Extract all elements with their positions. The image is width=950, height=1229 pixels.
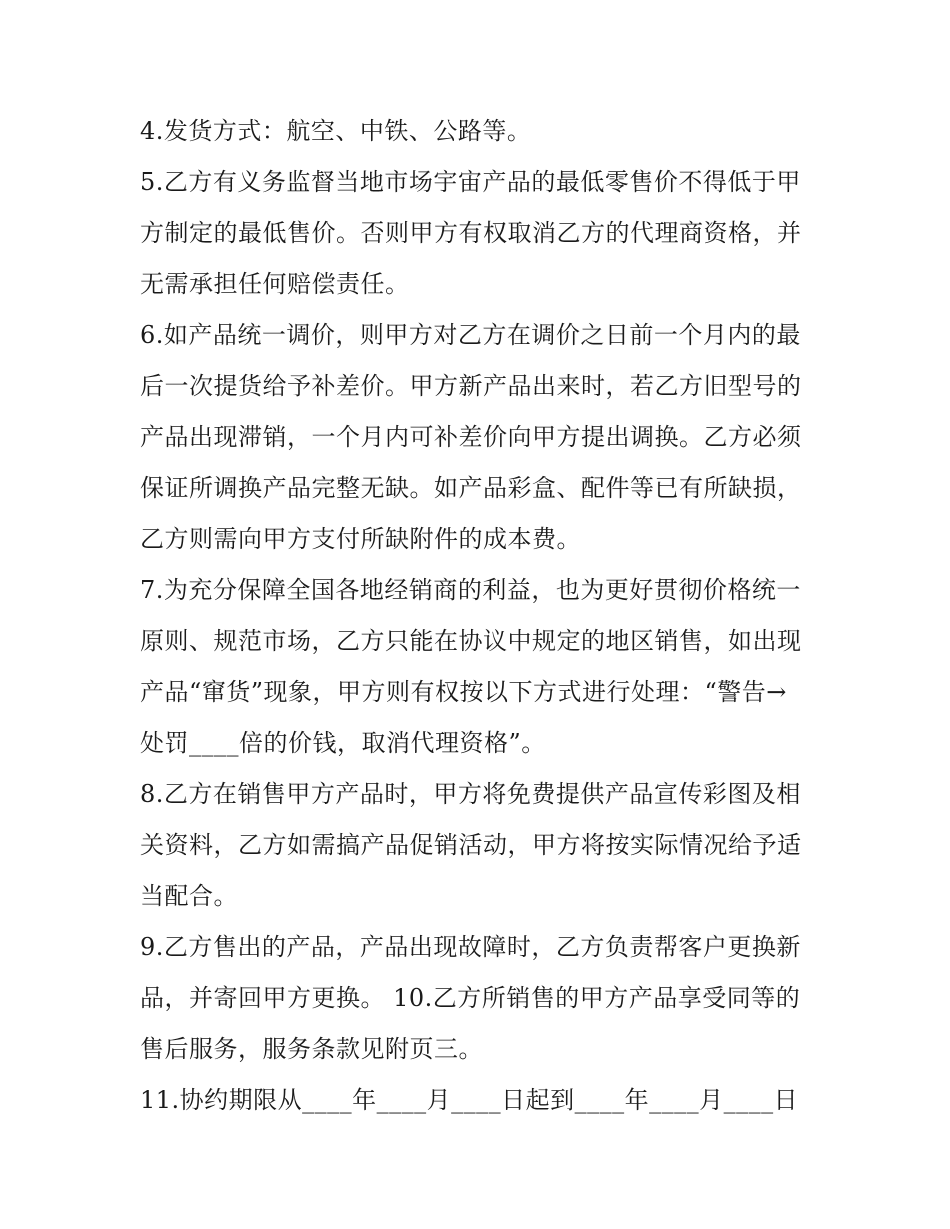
text-line: 6.如产品统一调价，则甲方对乙方在调价之日前一个月内的最 bbox=[140, 321, 801, 349]
text-line: 11.协约期限从____年____月____日起到____年____月____日 bbox=[140, 1086, 799, 1114]
text-line: 当配合。 bbox=[140, 882, 238, 910]
text-line: 产品出现滞销，一个月内可补差价向甲方提出调换。乙方必须 bbox=[140, 423, 802, 451]
text-line: 售后服务，服务条款见附页三。 bbox=[140, 1035, 483, 1063]
document-body bbox=[140, 106, 820, 1126]
text-line: 5.乙方有义务监督当地市场宇宙产品的最低零售价不得低于甲 bbox=[140, 168, 801, 196]
text-line: 4.发货方式：航空、中铁、公路等。 bbox=[140, 117, 532, 145]
text-line: 原则、规范市场，乙方只能在协议中规定的地区销售，如出现 bbox=[140, 627, 802, 655]
text-line: 方制定的最低售价。否则甲方有权取消乙方的代理商资格，并 bbox=[140, 219, 802, 247]
text-line: 保证所调换产品完整无缺。如产品彩盒、配件等已有所缺损， bbox=[140, 474, 802, 502]
text-line: 产品“窜货”现象，甲方则有权按以下方式进行处理：“警告→ bbox=[140, 678, 787, 706]
text-line: 处罚____倍的价钱，取消代理资格”。 bbox=[140, 729, 546, 757]
text-line: 7.为充分保障全国各地经销商的利益，也为更好贯彻价格统一 bbox=[140, 576, 801, 604]
text-line: 9.乙方售出的产品，产品出现故障时，乙方负责帮客户更换新 bbox=[140, 933, 801, 961]
text-line: 关资料，乙方如需搞产品促销活动，甲方将按实际情况给予适 bbox=[140, 831, 802, 859]
text-line: 乙方则需向甲方支付所缺附件的成本费。 bbox=[140, 525, 581, 553]
text-line: 无需承担任何赔偿责任。 bbox=[140, 270, 410, 298]
text-line: 8.乙方在销售甲方产品时，甲方将免费提供产品宣传彩图及相 bbox=[140, 780, 801, 808]
text-line: 后一次提货给予补差价。甲方新产品出来时，若乙方旧型号的 bbox=[140, 372, 802, 400]
text-line: 品，并寄回甲方更换。 10.乙方所销售的甲方产品享受同等的 bbox=[140, 984, 801, 1012]
